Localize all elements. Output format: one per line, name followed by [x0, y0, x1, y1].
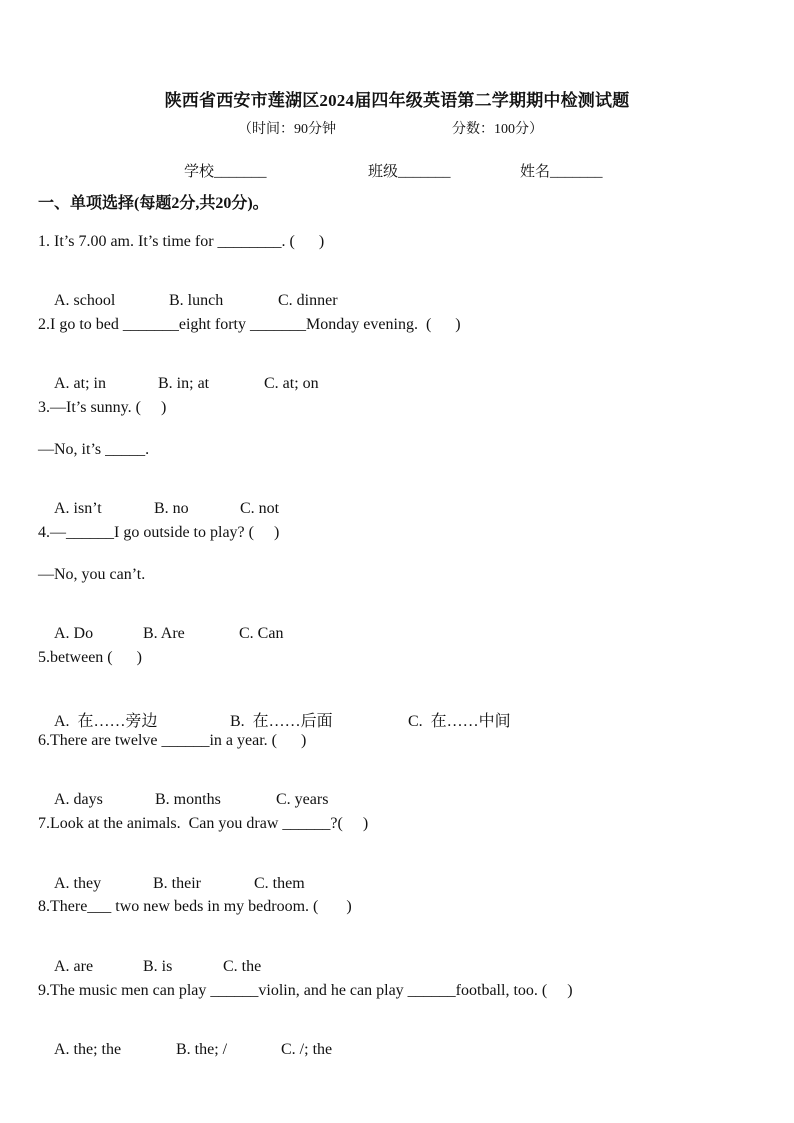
question-4-dialogue: —No, you can’t.: [38, 566, 146, 583]
option-b: B. the; /: [176, 1041, 228, 1058]
school-field: 学校_______: [184, 164, 267, 180]
class-field: 班级_______: [368, 164, 451, 180]
option-c: C. at; on: [264, 375, 319, 392]
option-a: A. at; in: [54, 375, 106, 392]
question-7: 7.Look at the animals. Can you draw ______?( ): [38, 815, 369, 832]
option-a: A. they: [54, 875, 102, 892]
option-a: A. 在……旁边: [54, 713, 158, 730]
exam-score: 分数：100分）: [452, 122, 543, 137]
option-b: B. Are: [143, 625, 185, 642]
option-a: A. the; the: [54, 1041, 122, 1058]
name-field: 姓名_______: [520, 164, 603, 180]
question-6: 6.There are twelve ______in a year. ( ): [38, 732, 307, 749]
option-c: C. Can: [239, 625, 284, 642]
option-c: C. the: [223, 958, 262, 975]
question-1: 1. It’s 7.00 am. It’s time for ________. ( ): [38, 233, 325, 250]
question-8: 8.There___ two new beds in my bedroom. ( ): [38, 898, 352, 915]
question-3: 3.—It’s sunny. ( ): [38, 399, 167, 416]
exam-time: （时间：90分钟: [238, 122, 336, 137]
question-5: 5.between ( ): [38, 649, 142, 666]
option-c: C. 在……中间: [408, 713, 511, 730]
option-a: A. Do: [54, 625, 94, 642]
question-4: 4.—______I go outside to play? ( ): [38, 524, 280, 541]
option-a: A. days: [54, 791, 103, 808]
option-b: B. 在……后面: [230, 713, 333, 730]
option-a: A. isn’t: [54, 500, 102, 517]
option-c: C. dinner: [278, 292, 338, 309]
option-c: C. them: [254, 875, 305, 892]
section-title: 一、单项选择(每题2分,共20分)。: [38, 195, 269, 212]
option-b: B. months: [155, 791, 221, 808]
option-b: B. no: [154, 500, 189, 517]
question-3-dialogue: —No, it’s _____.: [38, 441, 150, 458]
question-9-options: [38, 1023, 332, 1077]
question-9: 9.The music men can play ______violin, and he can play ______football, too. ( ): [38, 982, 573, 999]
question-2: 2.I go to bed _______eight forty _______Monday evening. ( ): [38, 316, 461, 333]
option-c: C. not: [240, 500, 280, 517]
option-b: B. their: [153, 875, 201, 892]
option-c: C. /; the: [281, 1041, 333, 1058]
option-b: B. lunch: [169, 292, 224, 309]
option-c: C. years: [276, 791, 329, 808]
option-b: B. in; at: [158, 375, 210, 392]
option-a: A. are: [54, 958, 94, 975]
option-a: A. school: [54, 292, 116, 309]
page-title: 陕西省西安市莲湖区2024届四年级英语第二学期期中检测试题: [164, 91, 630, 110]
option-b: B. is: [143, 958, 173, 975]
